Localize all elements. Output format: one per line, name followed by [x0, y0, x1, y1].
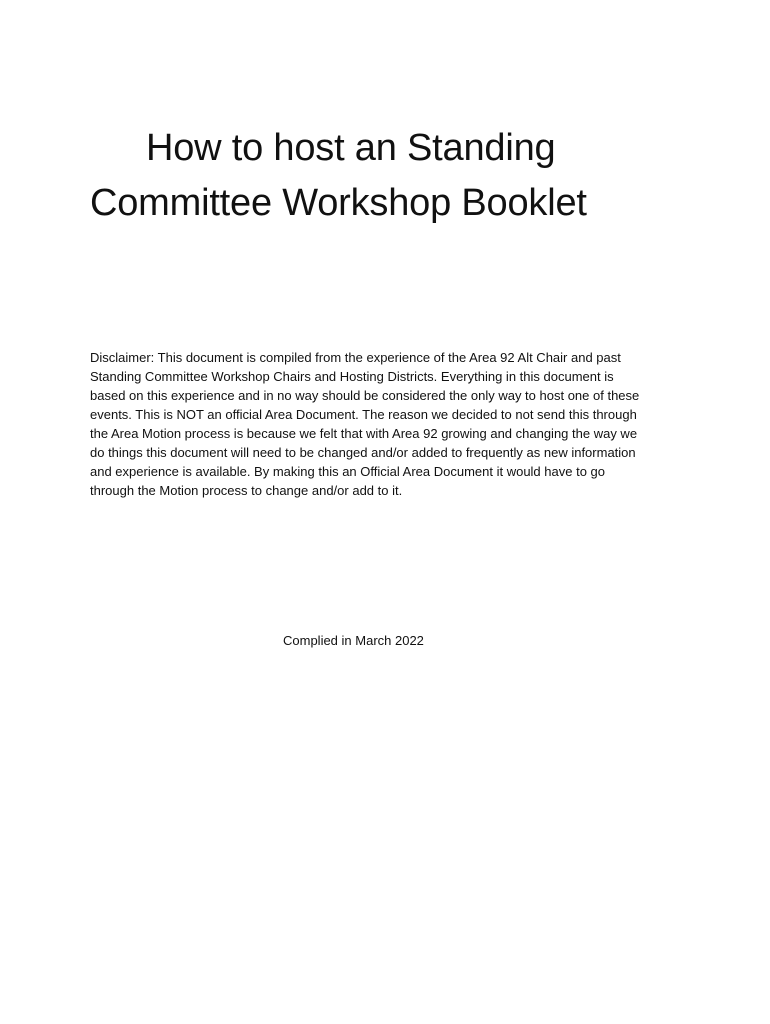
disclaimer-line: and experience is available. By making this an Official Area Document it would have to go	[90, 464, 605, 479]
disclaimer-line: through the Motion process to change and/or add to it.	[90, 483, 403, 498]
disclaimer-line: based on this experience and in no way should be considered the only way to host one of these	[90, 388, 640, 403]
document-title	[90, 121, 690, 231]
compiled-date-note: Complied in March 2022	[283, 633, 424, 648]
disclaimer-line: Disclaimer: This document is compiled from the experience of the Area 92 Alt Chair and past	[90, 350, 621, 365]
disclaimer-line: events. This is NOT an official Area Document. The reason we decided to not send this through	[90, 407, 637, 422]
disclaimer-line: do things this document will need to be changed and/or added to frequently as new information	[90, 445, 636, 460]
disclaimer-paragraph	[90, 348, 690, 500]
disclaimer-line: the Area Motion process is because we felt that with Area 92 growing and changing the way we	[90, 426, 638, 441]
disclaimer-line: Standing Committee Workshop Chairs and Hosting Districts. Everything in this document is	[90, 369, 614, 384]
title-line: Committee Workshop Booklet	[90, 182, 587, 224]
title-line: How to host an Standing	[146, 127, 556, 169]
